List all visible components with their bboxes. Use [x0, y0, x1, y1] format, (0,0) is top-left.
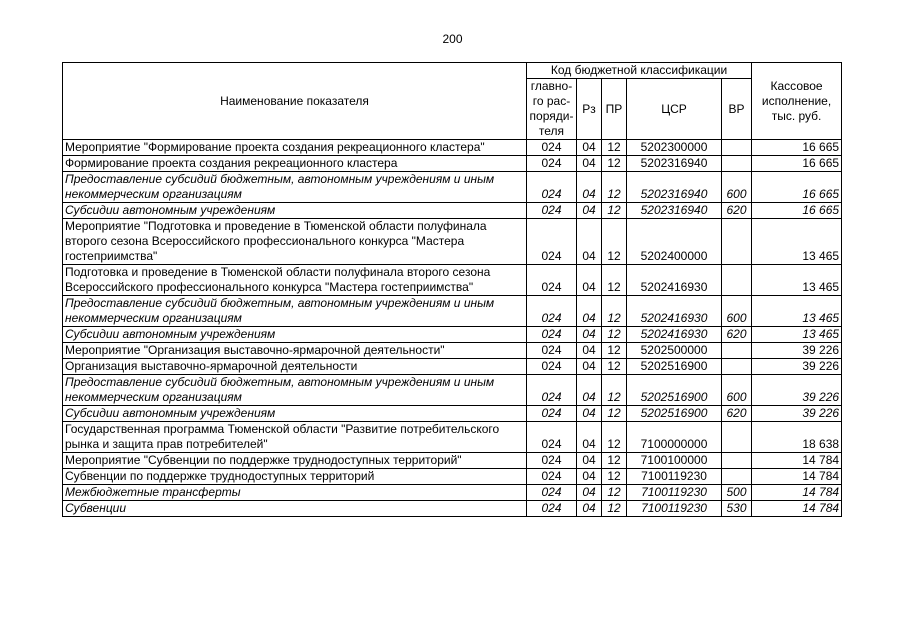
cell-vr: [722, 140, 752, 156]
table-row: [63, 406, 842, 422]
cell-pr: 12: [602, 172, 627, 203]
cell-sum: 14 784: [752, 485, 842, 501]
cell-name: Субвенции: [63, 501, 527, 517]
header-code-group: Код бюджетной классификации: [527, 63, 752, 79]
table-row: [63, 453, 842, 469]
cell-csr: 5202416930: [627, 265, 722, 296]
cell-sum: 14 784: [752, 453, 842, 469]
table-row: [63, 296, 842, 327]
header-name: Наименование показателя: [63, 63, 527, 140]
cell-glavn: 024: [527, 501, 577, 517]
cell-vr: 530: [722, 501, 752, 517]
cell-sum: 39 226: [752, 343, 842, 359]
cell-rz: 04: [577, 406, 602, 422]
table-row: [63, 265, 842, 296]
budget-table: [62, 62, 842, 517]
cell-vr: 620: [722, 327, 752, 343]
cell-rz: 04: [577, 422, 602, 453]
cell-csr: 5202316940: [627, 203, 722, 219]
cell-pr: 12: [602, 453, 627, 469]
cell-vr: 620: [722, 406, 752, 422]
cell-glavn: 024: [527, 469, 577, 485]
cell-pr: 12: [602, 327, 627, 343]
cell-sum: 13 465: [752, 265, 842, 296]
header-vr: ВР: [722, 79, 752, 140]
cell-sum: 39 226: [752, 375, 842, 406]
cell-pr: 12: [602, 296, 627, 327]
cell-csr: 5202316940: [627, 172, 722, 203]
cell-csr: 5202500000: [627, 343, 722, 359]
cell-pr: 12: [602, 219, 627, 265]
table-row: [63, 359, 842, 375]
cell-rz: 04: [577, 375, 602, 406]
cell-vr: [722, 422, 752, 453]
cell-pr: 12: [602, 156, 627, 172]
cell-rz: 04: [577, 156, 602, 172]
cell-rz: 04: [577, 327, 602, 343]
cell-csr: 5202400000: [627, 219, 722, 265]
cell-sum: 16 665: [752, 156, 842, 172]
cell-sum: 16 665: [752, 140, 842, 156]
cell-name: Мероприятие "Организация выставочно-ярмарочной деятельности": [63, 343, 527, 359]
cell-pr: 12: [602, 140, 627, 156]
cell-csr: 7100119230: [627, 501, 722, 517]
cell-rz: 04: [577, 219, 602, 265]
cell-vr: [722, 359, 752, 375]
cell-csr: 7100000000: [627, 422, 722, 453]
cell-rz: 04: [577, 203, 602, 219]
table-row: [63, 485, 842, 501]
cell-name: Субвенции по поддержке труднодоступных территорий: [63, 469, 527, 485]
cell-csr: 7100119230: [627, 469, 722, 485]
cell-csr: 7100119230: [627, 485, 722, 501]
cell-vr: 600: [722, 375, 752, 406]
header-rz: Рз: [577, 79, 602, 140]
cell-csr: 5202516900: [627, 406, 722, 422]
cell-csr: 7100100000: [627, 453, 722, 469]
cell-sum: 14 784: [752, 501, 842, 517]
table-row: [63, 327, 842, 343]
cell-pr: 12: [602, 375, 627, 406]
table-row: [63, 422, 842, 453]
cell-pr: 12: [602, 265, 627, 296]
cell-pr: 12: [602, 422, 627, 453]
cell-csr: 5202516900: [627, 359, 722, 375]
cell-glavn: 024: [527, 327, 577, 343]
cell-pr: 12: [602, 469, 627, 485]
cell-glavn: 024: [527, 485, 577, 501]
cell-rz: 04: [577, 359, 602, 375]
header-pr: ПР: [602, 79, 627, 140]
cell-glavn: 024: [527, 296, 577, 327]
cell-sum: 39 226: [752, 406, 842, 422]
cell-vr: 500: [722, 485, 752, 501]
cell-name: Предоставление субсидий бюджетным, автономным учреждениям и иным некоммерческим организациям: [63, 296, 527, 327]
cell-rz: 04: [577, 485, 602, 501]
cell-sum: 16 665: [752, 172, 842, 203]
cell-csr: 5202316940: [627, 156, 722, 172]
cell-name: Формирование проекта создания рекреационного кластера: [63, 156, 527, 172]
cell-glavn: 024: [527, 140, 577, 156]
cell-vr: [722, 219, 752, 265]
table-row: [63, 156, 842, 172]
cell-csr: 5202416930: [627, 327, 722, 343]
header-sum: Кассовое исполнение, тыс. руб.: [752, 63, 842, 140]
cell-rz: 04: [577, 296, 602, 327]
cell-glavn: 024: [527, 343, 577, 359]
cell-name: Межбюджетные трансферты: [63, 485, 527, 501]
table-row: [63, 203, 842, 219]
cell-sum: 18 638: [752, 422, 842, 453]
cell-glavn: 024: [527, 203, 577, 219]
cell-vr: [722, 453, 752, 469]
cell-rz: 04: [577, 453, 602, 469]
header-row-1: [63, 63, 842, 79]
cell-sum: 39 226: [752, 359, 842, 375]
cell-pr: 12: [602, 501, 627, 517]
cell-csr: 5202516900: [627, 375, 722, 406]
cell-pr: 12: [602, 359, 627, 375]
cell-vr: 620: [722, 203, 752, 219]
cell-name: Предоставление субсидий бюджетным, автономным учреждениям и иным некоммерческим организациям: [63, 375, 527, 406]
cell-rz: 04: [577, 469, 602, 485]
cell-sum: 14 784: [752, 469, 842, 485]
cell-glavn: 024: [527, 359, 577, 375]
cell-glavn: 024: [527, 406, 577, 422]
cell-rz: 04: [577, 343, 602, 359]
cell-name: Предоставление субсидий бюджетным, автономным учреждениям и иным некоммерческим организациям: [63, 172, 527, 203]
table-body: [63, 140, 842, 517]
cell-vr: [722, 343, 752, 359]
cell-name: Мероприятие "Подготовка и проведение в Тюменской области полуфинала второго сезона Всероссийского профессионального конкурса "Мастера гостеприимства": [63, 219, 527, 265]
cell-pr: 12: [602, 485, 627, 501]
cell-glavn: 024: [527, 156, 577, 172]
cell-name: Подготовка и проведение в Тюменской области полуфинала второго сезона Всероссийского профессионального конкурса "Мастера гостеприимства": [63, 265, 527, 296]
cell-csr: 5202300000: [627, 140, 722, 156]
cell-name: Субсидии автономным учреждениям: [63, 327, 527, 343]
cell-vr: [722, 156, 752, 172]
header-csr: ЦСР: [627, 79, 722, 140]
table-row: [63, 469, 842, 485]
cell-csr: 5202416930: [627, 296, 722, 327]
cell-glavn: 024: [527, 453, 577, 469]
cell-glavn: 024: [527, 375, 577, 406]
table-row: [63, 375, 842, 406]
cell-name: Субсидии автономным учреждениям: [63, 406, 527, 422]
cell-glavn: 024: [527, 172, 577, 203]
cell-glavn: 024: [527, 422, 577, 453]
cell-sum: 16 665: [752, 203, 842, 219]
page-number: 200: [442, 32, 463, 46]
cell-vr: [722, 265, 752, 296]
table-row: [63, 501, 842, 517]
cell-sum: 13 465: [752, 296, 842, 327]
cell-rz: 04: [577, 140, 602, 156]
cell-vr: [722, 469, 752, 485]
cell-rz: 04: [577, 265, 602, 296]
cell-name: Мероприятие "Формирование проекта создания рекреационного кластера": [63, 140, 527, 156]
table-row: [63, 172, 842, 203]
cell-rz: 04: [577, 172, 602, 203]
cell-pr: 12: [602, 203, 627, 219]
cell-glavn: 024: [527, 219, 577, 265]
cell-name: Субсидии автономным учреждениям: [63, 203, 527, 219]
table-row: [63, 343, 842, 359]
table-row: [63, 140, 842, 156]
cell-sum: 13 465: [752, 219, 842, 265]
cell-pr: 12: [602, 406, 627, 422]
cell-glavn: 024: [527, 265, 577, 296]
cell-name: Мероприятие "Субвенции по поддержке труднодоступных территорий": [63, 453, 527, 469]
cell-name: Организация выставочно-ярмарочной деятельности: [63, 359, 527, 375]
header-glavn: главно-го рас-поряди-теля: [527, 79, 577, 140]
table-row: [63, 219, 842, 265]
cell-sum: 13 465: [752, 327, 842, 343]
cell-rz: 04: [577, 501, 602, 517]
cell-pr: 12: [602, 343, 627, 359]
cell-vr: 600: [722, 172, 752, 203]
cell-name: Государственная программа Тюменской области "Развитие потребительского рынка и защита прав потребителей": [63, 422, 527, 453]
cell-vr: 600: [722, 296, 752, 327]
